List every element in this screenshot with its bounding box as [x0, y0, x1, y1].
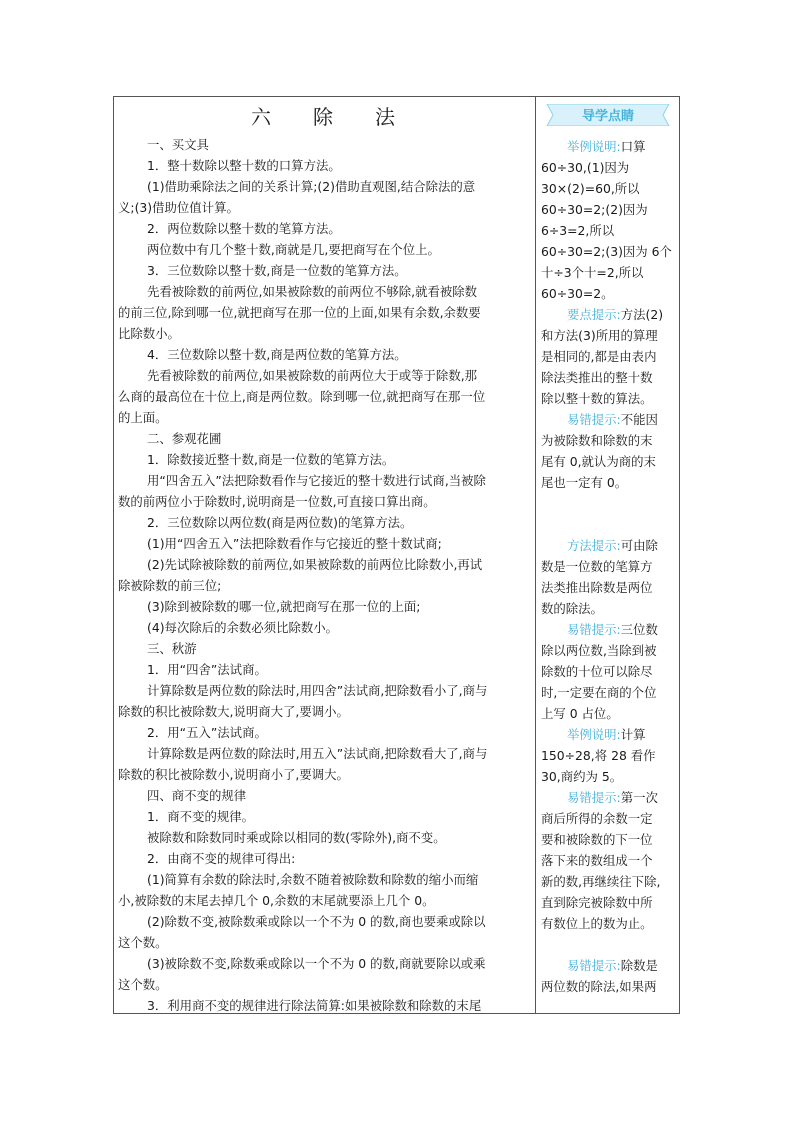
- text-line: (3)除到被除数的哪一位,就把商写在那一位的上面;: [147, 599, 421, 614]
- sidebar-text: 60÷30=2。: [541, 286, 614, 301]
- sidebar-text: 和方法(3)所用的算理: [541, 328, 658, 343]
- text-line: 除被除数的前三位;: [118, 578, 222, 593]
- sidebar-text: 时,一定要在商的个位: [541, 685, 657, 700]
- text-line: 三、秋游: [147, 641, 197, 656]
- sidebar-tag: 易错提示:: [567, 622, 621, 637]
- sidebar-text: 十÷3个十=2,所以: [541, 265, 644, 280]
- text-line: (3)被除数不变,除数乘或除以一个不为 0 的数,商就要除以或乘: [147, 956, 486, 971]
- sidebar-tag: 要点提示:: [567, 307, 621, 322]
- text-line: 被除数和除数同时乘或除以相同的数(零除外),商不变。: [147, 830, 446, 845]
- text-line: (1)借助乘除法之间的关系计算;(2)借助直观图,结合除法的意: [147, 179, 476, 194]
- sidebar-line: [541, 787, 675, 808]
- sidebar-text: 尾有 0,就认为商的末: [541, 454, 656, 469]
- sidebar-line: [541, 136, 675, 157]
- text-line: 1．用“四舍”法试商。: [147, 662, 267, 677]
- sidebar-text: 除数是: [620, 958, 658, 973]
- sidebar-text: 为被除数和除数的末: [541, 433, 653, 448]
- sidebar-text: 新的数,再继续往下除,: [541, 874, 661, 889]
- sidebar-line: [541, 346, 675, 367]
- sidebar-text: 150÷28,将 28 看作: [541, 748, 656, 763]
- sidebar-text: 60÷30=2;(3)因为 6个: [541, 244, 672, 259]
- sidebar-tag: 方法提示:: [567, 538, 621, 553]
- sidebar-spacer: [541, 514, 675, 535]
- sidebar-text: 两位数的除法,如果两: [541, 979, 657, 994]
- sidebar-text: 可由除: [620, 538, 658, 553]
- title-char: 除: [313, 104, 335, 129]
- sidebar-tag: 举例说明:: [567, 139, 621, 154]
- sidebar-line: [541, 535, 675, 556]
- text-line: 2．用“五入”法试商。: [147, 725, 267, 740]
- sidebar-line: [541, 829, 675, 850]
- sidebar-text: 上写 0 占位。: [541, 706, 619, 721]
- text-line: 先看被除数的前两位,如果被除数的前两位大于或等于除数,那: [147, 368, 478, 383]
- sidebar-text: 6÷3=2,所以: [541, 223, 615, 238]
- sidebar-text: 法类推出除数是两位: [541, 580, 653, 595]
- sidebar-text: 有数位上的数为止。: [541, 916, 653, 931]
- text-line: 1．整十数除以整十数的口算方法。: [147, 158, 341, 173]
- sidebar-text: 直到除完被除数中所: [541, 895, 653, 910]
- text-line: 2．三位数除以两位数(商是两位数)的笔算方法。: [147, 515, 413, 530]
- sidebar-text: 数的除法。: [541, 601, 603, 616]
- sidebar-header-text: 导学点睛: [581, 109, 635, 124]
- sidebar-line: [541, 220, 675, 241]
- sidebar-text: 落下来的数组成一个: [541, 853, 653, 868]
- sidebar-text: 除数的十位可以除尽: [541, 664, 653, 679]
- sidebar-line: [541, 724, 675, 745]
- sidebar-line: [541, 850, 675, 871]
- text-line: 2．由商不变的规律可得出:: [147, 851, 296, 866]
- sidebar-line: [541, 325, 675, 346]
- column-divider: [535, 96, 536, 1014]
- text-line: (2)先试除被除数的前两位,如果被除数的前两位比除数小,再试: [147, 557, 483, 572]
- sidebar-line: [541, 682, 675, 703]
- text-line: 一、买文具: [147, 137, 209, 152]
- sidebar-text: 除以整十数的算法。: [541, 391, 653, 406]
- text-line: (4)每次除后的余数必须比除数小。: [147, 620, 339, 635]
- sidebar-tag: 易错提示:: [567, 958, 621, 973]
- sidebar-line: [541, 388, 675, 409]
- sidebar-line: [541, 178, 675, 199]
- ribbon-icon: [543, 104, 673, 126]
- sidebar-line: [541, 703, 675, 724]
- sidebar-tag: 举例说明:: [567, 727, 621, 742]
- sidebar-line: [541, 157, 675, 178]
- sidebar-text: 第一次: [620, 790, 658, 805]
- sidebar-text: 除法类推出的整十数: [541, 370, 653, 385]
- text-line: 除数的积比被除数小,说明商小了,要调大。: [118, 767, 349, 782]
- sidebar-text: 60÷30,(1)因为: [541, 160, 630, 175]
- sidebar-spacer: [541, 493, 675, 514]
- sidebar-line: [541, 976, 675, 997]
- sidebar-text: 不能因: [620, 412, 658, 427]
- title-char: 法: [375, 104, 397, 129]
- sidebar-line: [541, 241, 675, 262]
- text-line: 义;(3)借助位值计算。: [118, 200, 239, 215]
- sidebar-line: [541, 409, 675, 430]
- sidebar-spacer: [541, 934, 675, 955]
- text-line: (2)除数不变,被除数乘或除以一个不为 0 的数,商也要乘或除以: [147, 914, 486, 929]
- sidebar-column: [541, 100, 675, 997]
- text-line: 除数的积比被除数大,说明商大了,要调小。: [118, 704, 349, 719]
- text-line: 先看被除数的前两位,如果被除数的前两位不够除,就看被除数: [147, 284, 478, 299]
- sidebar-header: [543, 104, 673, 126]
- sidebar-line: [541, 619, 675, 640]
- text-line: 四、商不变的规律: [147, 788, 247, 803]
- sidebar-notes: [541, 136, 675, 997]
- text-line: (1)用“四舍五入”法把除数看作与它接近的整十数试商;: [147, 536, 442, 551]
- sidebar-line: [541, 745, 675, 766]
- text-line: 4．三位数除以整十数,商是两位数的笔算方法。: [147, 347, 407, 362]
- sidebar-line: [541, 577, 675, 598]
- text-line: 1．商不变的规律。: [147, 809, 255, 824]
- sidebar-line: [541, 472, 675, 493]
- sidebar-line: [541, 640, 675, 661]
- sidebar-line: [541, 367, 675, 388]
- title-char: 六: [251, 104, 273, 129]
- sidebar-text: 计算: [620, 727, 646, 742]
- text-line: 3．利用商不变的规律进行除法简算:如果被除数和除数的末尾: [147, 998, 482, 1013]
- sidebar-text: 数是一位数的笔算方: [541, 559, 653, 574]
- sidebar-line: [541, 262, 675, 283]
- text-line: 的前三位,除到哪一位,就把商写在那一位的上面,如果有余数,余数要: [118, 305, 481, 320]
- sidebar-tag: 易错提示:: [567, 412, 621, 427]
- sidebar-line: [541, 808, 675, 829]
- sidebar-text: 30×(2)=60,所以: [541, 181, 640, 196]
- text-line: 计算除数是两位数的除法时,用五入”法试商,把除数看大了,商与: [147, 746, 488, 761]
- text-line: 计算除数是两位数的除法时,用四舍”法试商,把除数看小了,商与: [147, 683, 488, 698]
- sidebar-text: 口算: [620, 139, 646, 154]
- sidebar-text: 60÷30=2;(2)因为: [541, 202, 648, 217]
- text-line: 么商的最高位在十位上,商是两位数。除到哪一位,就把商写在那一位: [118, 389, 486, 404]
- sidebar-text: 是相同的,都是由表内: [541, 349, 657, 364]
- text-line: 这个数。: [118, 977, 168, 992]
- sidebar-text: 30,商约为 5。: [541, 769, 623, 784]
- text-line: (1)简算有余数的除法时,余数不随着被除数和除数的缩小而缩: [147, 872, 479, 887]
- sidebar-line: [541, 430, 675, 451]
- sidebar-line: [541, 766, 675, 787]
- sidebar-line: [541, 955, 675, 976]
- sidebar-text: 方法(2): [620, 307, 664, 322]
- text-line: 数的前两位小于除数时,说明商是一位数,可直接口算出商。: [118, 494, 436, 509]
- sidebar-line: [541, 598, 675, 619]
- text-line: 两位数中有几个整十数,商就是几,要把商写在个位上。: [147, 242, 440, 257]
- sidebar-text: 要和被除数的下一位: [541, 832, 653, 847]
- sidebar-text: 除以两位数,当除到被: [541, 643, 657, 658]
- chapter-title: [118, 100, 530, 130]
- main-column: [118, 100, 530, 1016]
- text-line: 二、参观花圃: [147, 431, 222, 446]
- sidebar-line: [541, 283, 675, 304]
- sidebar-line: [541, 871, 675, 892]
- text-line: 这个数。: [118, 935, 168, 950]
- text-line: 的上面。: [118, 410, 168, 425]
- sidebar-text: 三位数: [620, 622, 658, 637]
- sidebar-tag: 易错提示:: [567, 790, 621, 805]
- text-line: 2．两位数除以整十数的笔算方法。: [147, 221, 341, 236]
- sidebar-line: [541, 913, 675, 934]
- main-text: [118, 134, 530, 1016]
- text-line: 用“四舍五入”法把除数看作与它接近的整十数进行试商,当被除: [147, 473, 486, 488]
- text-line: 比除数小。: [118, 326, 180, 341]
- sidebar-line: [541, 556, 675, 577]
- sidebar-line: [541, 199, 675, 220]
- sidebar-text: 商后所得的余数一定: [541, 811, 653, 826]
- sidebar-line: [541, 892, 675, 913]
- sidebar-text: 尾也一定有 0。: [541, 475, 628, 490]
- sidebar-line: [541, 304, 675, 325]
- text-line: 1．除数接近整十数,商是一位数的笔算方法。: [147, 452, 395, 467]
- sidebar-line: [541, 451, 675, 472]
- text-line: 小,被除数的末尾去掉几个 0,余数的末尾就要添上几个 0。: [118, 893, 435, 908]
- text-line: 3．三位数除以整十数,商是一位数的笔算方法。: [147, 263, 407, 278]
- sidebar-line: [541, 661, 675, 682]
